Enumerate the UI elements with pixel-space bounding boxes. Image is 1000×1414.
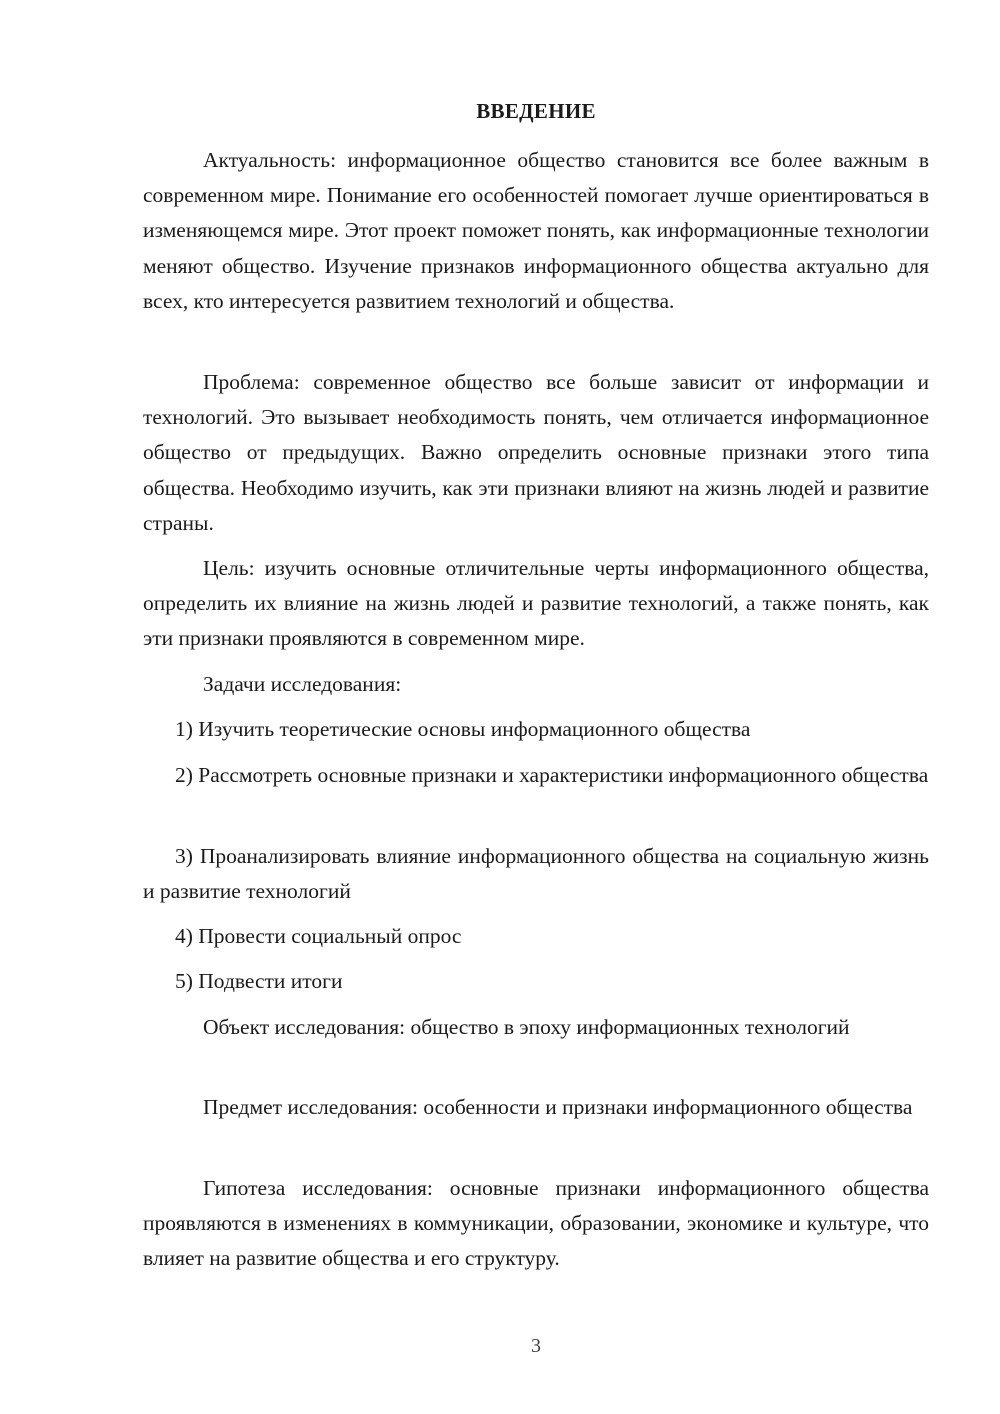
- task-item-1: 1) Изучить теоретические основы информационного общества: [175, 717, 751, 741]
- paragraph-hypothesis: Гипотеза исследования: основные признаки информационного общества проявляются в изменениях в коммуникации, образовании, экономике и культуре, что влияет на развитие общества и его структуру.: [143, 1176, 929, 1271]
- section-heading: ВВЕДЕНИЕ: [476, 99, 596, 123]
- paragraph-subject: Предмет исследования: особенности и признаки информационного общества: [203, 1095, 913, 1119]
- task-item-3: 3) Проанализировать влияние информационного общества на социальную жизнь и развитие технологий: [143, 844, 929, 904]
- paragraph-object: Объект исследования: общество в эпоху информационных технологий: [203, 1015, 850, 1039]
- paragraph-goal: Цель: изучить основные отличительные черты информационного общества, определить их влияние на жизнь людей и развитие технологий, а также понять, как эти признаки проявляются в современном мире.: [143, 556, 929, 651]
- page-number: 3: [531, 1335, 541, 1357]
- task-item-5: 5) Подвести итоги: [175, 969, 343, 993]
- paragraph-problem: Проблема: современное общество все больше зависит от информации и технологий. Это вызывает необходимость понять, чем отличается информационное общество от предыдущих. Важно определить основные признаки этого типа общества. Необходимо изучить, как эти признаки влияют на жизнь людей и развитие страны.: [143, 370, 929, 535]
- task-item-4: 4) Провести социальный опрос: [175, 924, 462, 948]
- task-item-2: 2) Рассмотреть основные признаки и характеристики информационного общества: [175, 763, 929, 787]
- paragraph-relevance: Актуальность: информационное общество становится все более важным в современном мире. Понимание его особенностей помогает лучше ориентироваться в изменяющемся мире. Этот проект поможет понять, как информационные технологии меняют общество. Изучение признаков информационного общества актуально для всех, кто интересуется развитием технологий и общества.: [143, 148, 929, 313]
- tasks-heading: Задачи исследования:: [203, 672, 402, 696]
